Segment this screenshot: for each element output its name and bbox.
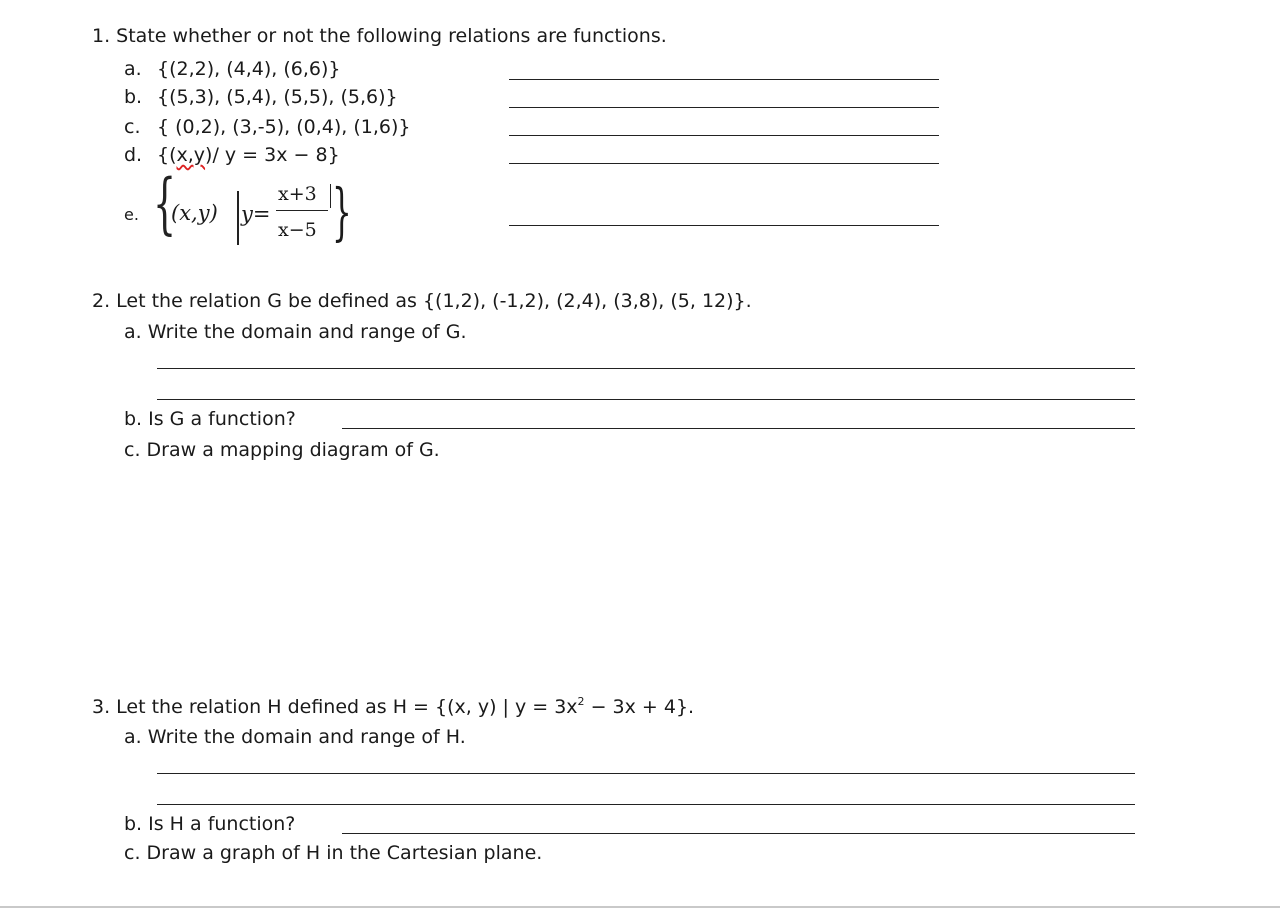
q3-a-answer-line-1[interactable] <box>157 773 1135 774</box>
q3-a-answer-line-2[interactable] <box>157 804 1135 805</box>
q2-b-prompt: b. Is G a function? <box>124 408 296 430</box>
formula-denominator: x−5 <box>278 219 317 241</box>
q2-c-prompt: c. Draw a mapping diagram of G. <box>124 439 440 461</box>
q1-e-answer-line[interactable] <box>509 225 939 226</box>
q3-b-prompt: b. Is H a function? <box>124 813 296 835</box>
q1-c-relation: { (0,2), (3,-5), (0,4), (1,6)} <box>157 116 411 138</box>
q1-d-prefix: {( <box>157 144 177 166</box>
q1-b-relation: {(5,3), (5,4), (5,5), (5,6)} <box>157 86 398 108</box>
q1-d-suffix: )/ y = 3x − 8} <box>205 144 340 166</box>
q1-e-letter: e. <box>124 205 139 224</box>
such-that-bar <box>237 191 239 245</box>
formula-numerator: x+3 <box>278 183 317 205</box>
formula-pair: (x,y) <box>171 201 218 225</box>
q3-b-answer-line[interactable] <box>342 833 1135 834</box>
q1-d-letter: d. <box>124 144 143 166</box>
q1-b-letter: b. <box>124 86 143 108</box>
right-bar <box>330 184 331 208</box>
q1-a-relation: {(2,2), (4,4), (6,6)} <box>157 58 341 80</box>
q2-mapping-diagram-space[interactable] <box>124 470 1134 680</box>
q1-d-answer-line[interactable] <box>509 163 939 164</box>
formula-y-equals: y= <box>241 202 271 226</box>
q2-a-answer-line-2[interactable] <box>157 399 1135 400</box>
q3-stem-part1: 3. Let the relation H defined as H = {(x, y) | y = 3x <box>92 696 578 718</box>
q3-c-prompt: c. Draw a graph of H in the Cartesian plane. <box>124 842 543 864</box>
fraction-bar <box>276 210 328 211</box>
q1-c-letter: c. <box>124 116 141 138</box>
right-brace: } <box>332 175 352 248</box>
q1-a-letter: a. <box>124 58 142 80</box>
q1-c-answer-line[interactable] <box>509 135 939 136</box>
q3-stem-exponent: 2 <box>577 695 585 708</box>
q3-stem-part2: − 3x + 4}. <box>584 696 695 718</box>
q1-b-answer-line[interactable] <box>509 107 939 108</box>
q1-d-xy: x,y <box>176 144 206 166</box>
question-2-stem: 2. Let the relation G be defined as {(1,2), (-1,2), (2,4), (3,8), (5, 12)}. <box>92 290 752 312</box>
left-brace: { <box>153 165 177 242</box>
q2-a-answer-line-1[interactable] <box>157 368 1135 369</box>
q1-e-formula <box>153 165 353 251</box>
q1-a-answer-line[interactable] <box>509 79 939 80</box>
q2-a-prompt: a. Write the domain and range of G. <box>124 321 467 343</box>
question-3-stem <box>92 696 694 717</box>
q3-a-prompt: a. Write the domain and range of H. <box>124 726 466 748</box>
q1-d-relation <box>157 146 340 165</box>
question-1-stem: 1. State whether or not the following relations are functions. <box>92 25 667 47</box>
q2-b-answer-line[interactable] <box>342 428 1135 429</box>
